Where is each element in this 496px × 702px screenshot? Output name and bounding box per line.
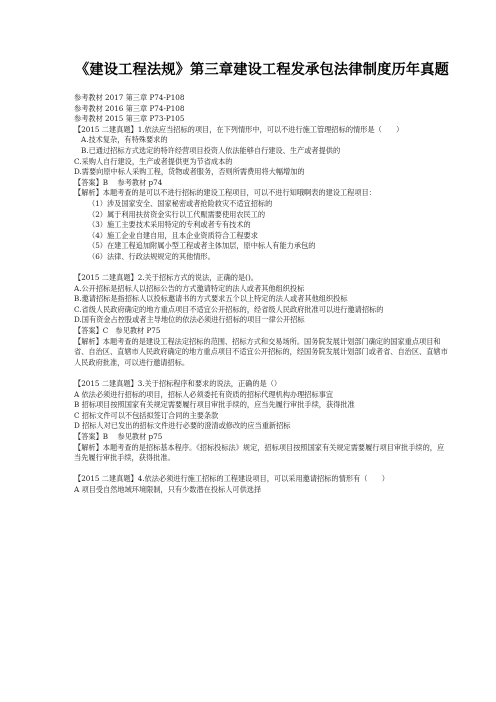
q4-option-a: A 项目受自然地域环境限制，只有少数潜在投标人可供选择 [74,484,262,494]
q2-answer: 【答案】C 参见教材 P75 [74,326,161,336]
q1-item: （6）法律、行政法规规定的其他情形。 [88,251,215,261]
spacer [74,263,450,274]
q2-option-d: D.国有资金占控股或者主导地位的依法必须进行招标的项目一律公开招标 [74,315,305,325]
reference-line: 参考教材 2015 第三章 P73-P105 [74,114,185,124]
reference-line: 参考教材 2016 第三章 P74-P108 [74,103,185,113]
spacer [74,368,450,379]
q1-option-d: D.需要向原中标人采购工程，货物或者服务，否则所需费用将大幅增加的 [74,167,305,177]
q1-item: （2）属于利用扶贫资金实行以工代赈需要使用农民工的 [88,209,266,219]
question-2: 【2015 二建真题】2.关于招标方式的说法，正确的是()。 [74,273,258,283]
q3-option-c: C 招标文件可以不包括拟签订合同的主要条款 [74,410,219,420]
question-1: 【2015 二建真题】1.依法应当招标的项目，在下列情形中，可以不进行施工管理招标的情形是（ ） [74,124,404,134]
q1-item: （5）在建工程追加附属小型工程或者主体加层，原中标人有能力承包的 [88,241,316,251]
q2-option-c: C.省级人民政府确定的地方重点项目不适宜公开招标的，经省级人民政府批准可以进行邀请招标的 [74,304,384,314]
q1-answer: 【答案】B 参考教材 p74 [74,177,163,187]
q3-option-d: D 招标人对已发出的招标文件进行必要的澄清或修改的应当重新招标 [74,421,291,431]
q1-option-b: B.已通过招标方式选定的特许经营项目投资人依法能够自行建设、生产或者提供的 [81,145,341,155]
question-4: 【2015 二建真题】4.依法必须进行施工招标的工程建设项目，可以采用邀请招标的情形有（ ） [74,474,389,484]
q2-option-b: B.邀请招标是指招标人以投标邀请书的方式要求五个以上特定的法人或者其他组织投标 [74,294,348,304]
q1-item: （1）涉及国家安全、国家秘密或者抢险救灾不适宜招标的 [88,198,273,208]
q3-option-b: B 招标项目按照国家有关规定需要履行项目审批手续的，应当先履行审批手续，获得批准 [74,400,355,410]
q2-option-a: A.公开招标是招标人以招标公告的方式邀请特定的法人或者其他组织投标 [74,283,305,293]
spacer [74,464,450,475]
q1-analysis: 【解析】本题考查的是可以不进行招标的建设工程项目，可以不进行知哦啊表的建设工程项目： [74,188,376,198]
q1-item: （3）施工主要技术采用特定的专利或者专有技术的 [88,220,251,230]
q1-option-c: C.采购人自行建设，生产或者提供更为节省成本的 [74,156,233,166]
question-3: 【2015 二建真题】3.关于招标程序和要求的说法，正确的是（） [74,379,282,389]
q3-analysis: 【解析】本题考查的是招标基本程序。《招标投标法》规定，招标项目按照国家有关规定需要履行项目审批手续的，应当先履行审批手续，获得批准。 [74,442,445,463]
q2-analysis: 【解析】本题考查的是建设工程法定招标的范围、招标方式和交易场所。国务院发展计划部门确定的国家重点项目和省、自治区、直辖市人民政府确定的地方重点项目不适宜公开招标的，经国务院发展计划部门或者省、自治区、直辖市人民政府批准，可以进行邀请招标。 [74,336,448,367]
reference-line: 参考教材 2017 第三章 P74-P108 [74,93,185,102]
document-title: 《建设工程法规》第三章建设工程发承包法律制度历年真题 [74,62,450,78]
q1-option-a: A.技术复杂，有特殊要求的 [81,135,168,145]
q3-answer: 【答案】B 参见教材 p75 [74,432,163,441]
q3-option-a: A 依法必须进行招标的项目，招标人必须委托有资质的招标代理机构办理招标事宜 [74,389,334,399]
q1-item: （4）施工企业自建自用，且本企业资质符合工程要求 [88,230,258,240]
